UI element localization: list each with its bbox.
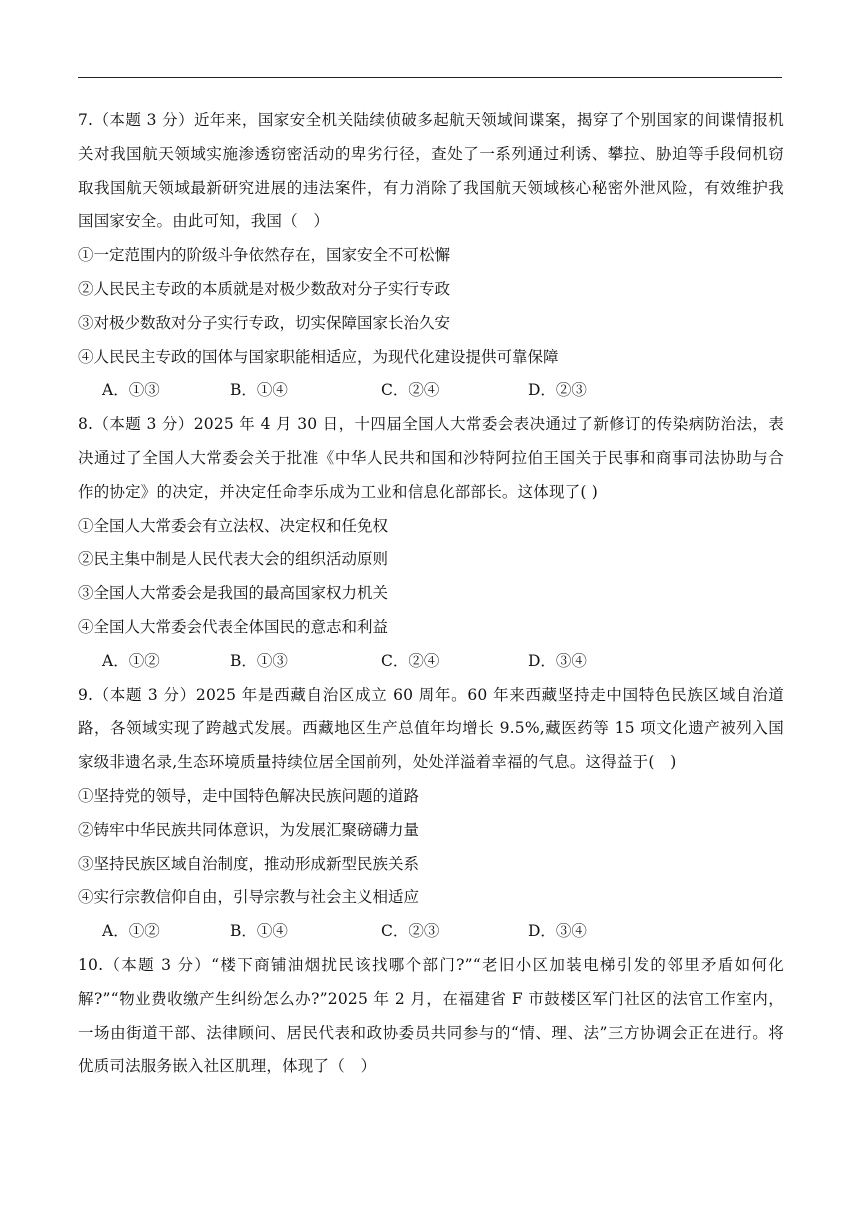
statement-1: ①一定范围内的阶级斗争依然存在，国家安全不可松懈: [78, 246, 451, 265]
answer-choices: [78, 645, 784, 679]
choice-d: D．③④: [528, 651, 587, 670]
header-rule: [78, 77, 782, 78]
choice-d: D．②③: [528, 381, 587, 400]
choice-a: A．①②: [102, 922, 160, 941]
choice-a: A．①②: [102, 651, 160, 670]
statement-2: ②民主集中制是人民代表大会的组织活动原则: [78, 550, 389, 569]
choice-b: B．①④: [230, 922, 288, 941]
question-9: [78, 679, 784, 949]
choice-c: C．②④: [381, 381, 440, 400]
question-stem: 10.（本题 3 分）“楼下商铺油烟扰民该找哪个部门?”“老旧小区加装电梯引发的邻里矛盾如何化解?”“物业费收缴产生纠纷怎么办?”2025 年 2 月，在福建省 F 市鼓楼区军门社区的法官工作室内，一场由街道干部、法律顾问、居民代表和政协委员共同参与的“情、理、法”三方协调会正在进行。将优质司法服务嵌入社区肌理，体现了（ ）: [78, 955, 784, 1076]
statement-3: ③坚持民族区域自治制度，推动形成新型民族关系: [78, 854, 420, 873]
question-stem: 8.（本题 3 分）2025 年 4 月 30 日，十四届全国人大常委会表决通过了新修订的传染病防治法，表决通过了全国人大常委会关于批准《中华人民共和国和沙特阿拉伯王国关于民事和商事司法协助与合作的协定》的决定，并决定任命李乐成为工业和信息化部部长。这体现了( ): [78, 415, 784, 501]
statement-1: ①全国人大常委会有立法权、决定权和任免权: [78, 516, 389, 535]
question-stem: 7.（本题 3 分）近年来，国家安全机关陆续侦破多起航天领域间谍案，揭穿了个别国家的间谍情报机关对我国航天领域实施渗透窃密活动的卑劣行径，查处了一系列通过利诱、攀拉、胁迫等手段伺机窃取我国航天领域最新研究进展的违法案件，有力消除了我国航天领域核心秘密外泄风险，有效维护我国国家安全。由此可知，我国（ ）: [78, 111, 784, 231]
choice-d: D．③④: [528, 922, 587, 941]
statement-1: ①坚持党的领导，走中国特色解决民族问题的道路: [78, 786, 420, 805]
statement-4: ④全国人大常委会代表全体国民的意志和利益: [78, 617, 389, 636]
question-7: [78, 104, 784, 408]
answer-choices: [78, 915, 784, 949]
question-list: [78, 104, 784, 1084]
choice-c: C．②④: [381, 651, 440, 670]
statement-4: ④实行宗教信仰自由，引导宗教与社会主义相适应: [78, 888, 420, 907]
statement-3: ③对极少数敌对分子实行专政，切实保障国家长治久安: [78, 313, 451, 332]
statement-2: ②铸牢中华民族共同体意识，为发展汇聚磅礴力量: [78, 820, 420, 839]
statement-2: ②人民民主专政的本质就是对极少数敌对分子实行专政: [78, 279, 451, 298]
question-10: [78, 949, 784, 1084]
choice-b: B．①③: [230, 651, 288, 670]
statement-4: ④人民民主专政的国体与国家职能相适应，为现代化建设提供可靠保障: [78, 347, 559, 366]
answer-choices: [78, 374, 784, 408]
statement-3: ③全国人大常委会是我国的最高国家权力机关: [78, 584, 389, 603]
question-stem: 9.（本题 3 分）2025 年是西藏自治区成立 60 周年。60 年来西藏坚持走中国特色民族区域自治道路，各领域实现了跨越式发展。西藏地区生产总值年均增长 9.5%,藏医药等 15 项文化遗产被列入国家级非遗名录,生态环境质量持续位居全国前列，处处洋溢着幸福的气息。这得益于( ): [78, 685, 784, 772]
choice-a: A．①③: [102, 381, 160, 400]
choice-b: B．①④: [230, 381, 288, 400]
choice-c: C．②③: [381, 922, 440, 941]
question-8: [78, 408, 784, 678]
